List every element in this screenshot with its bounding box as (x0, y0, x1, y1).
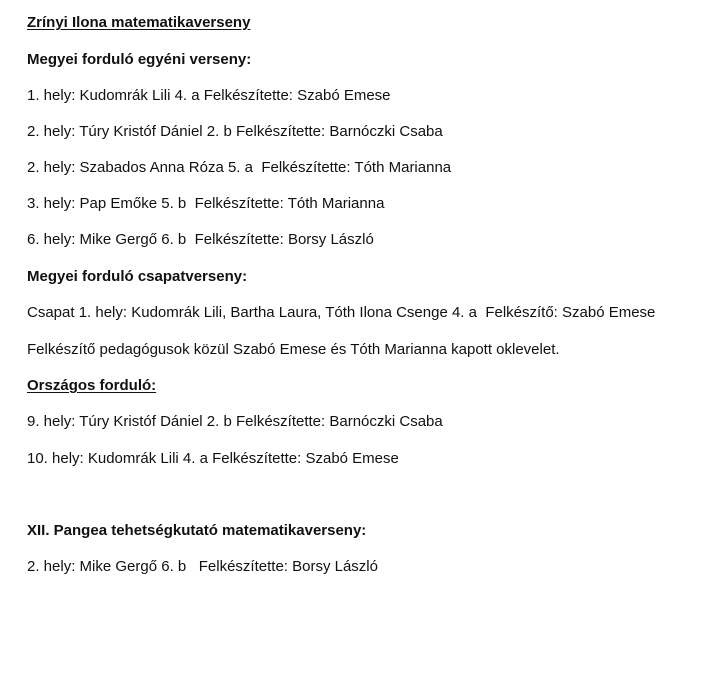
result-line: 6. hely: Mike Gergő 6. b Felkészítette: Borsy László (27, 231, 374, 248)
result-line: 2. hely: Mike Gergő 6. b Felkészítette: Borsy László (27, 558, 378, 575)
result-line: 2. hely: Szabados Anna Róza 5. a Felkészítette: Tóth Marianna (27, 159, 452, 176)
result-line: Csapat 1. hely: Kudomrák Lili, Bartha Laura, Tóth Ilona Csenge 4. a Felkészítő: Szabó Emese (27, 304, 656, 321)
national-heading: Országos forduló: (27, 377, 157, 394)
result-line: 10. hely: Kudomrák Lili 4. a Felkészítette: Szabó Emese (27, 450, 399, 467)
pangea-heading: XII. Pangea tehetségkutató matematikaverseny: (27, 522, 367, 539)
county-team-heading: Megyei forduló csapatverseny: (27, 268, 248, 285)
result-line: Felkészítő pedagógusok közül Szabó Emese és Tóth Marianna kapott oklevelet. (27, 341, 560, 358)
result-line: 1. hely: Kudomrák Lili 4. a Felkészítette: Szabó Emese (27, 87, 391, 104)
result-line: 3. hely: Pap Emőke 5. b Felkészítette: Tóth Marianna (27, 195, 385, 212)
document-title: Zrínyi Ilona matematikaverseny (27, 14, 251, 31)
county-individual-heading: Megyei forduló egyéni verseny: (27, 51, 252, 68)
result-line: 9. hely: Túry Kristóf Dániel 2. b Felkészítette: Barnóczki Csaba (27, 413, 443, 430)
result-line: 2. hely: Túry Kristóf Dániel 2. b Felkészítette: Barnóczki Csaba (27, 123, 443, 140)
